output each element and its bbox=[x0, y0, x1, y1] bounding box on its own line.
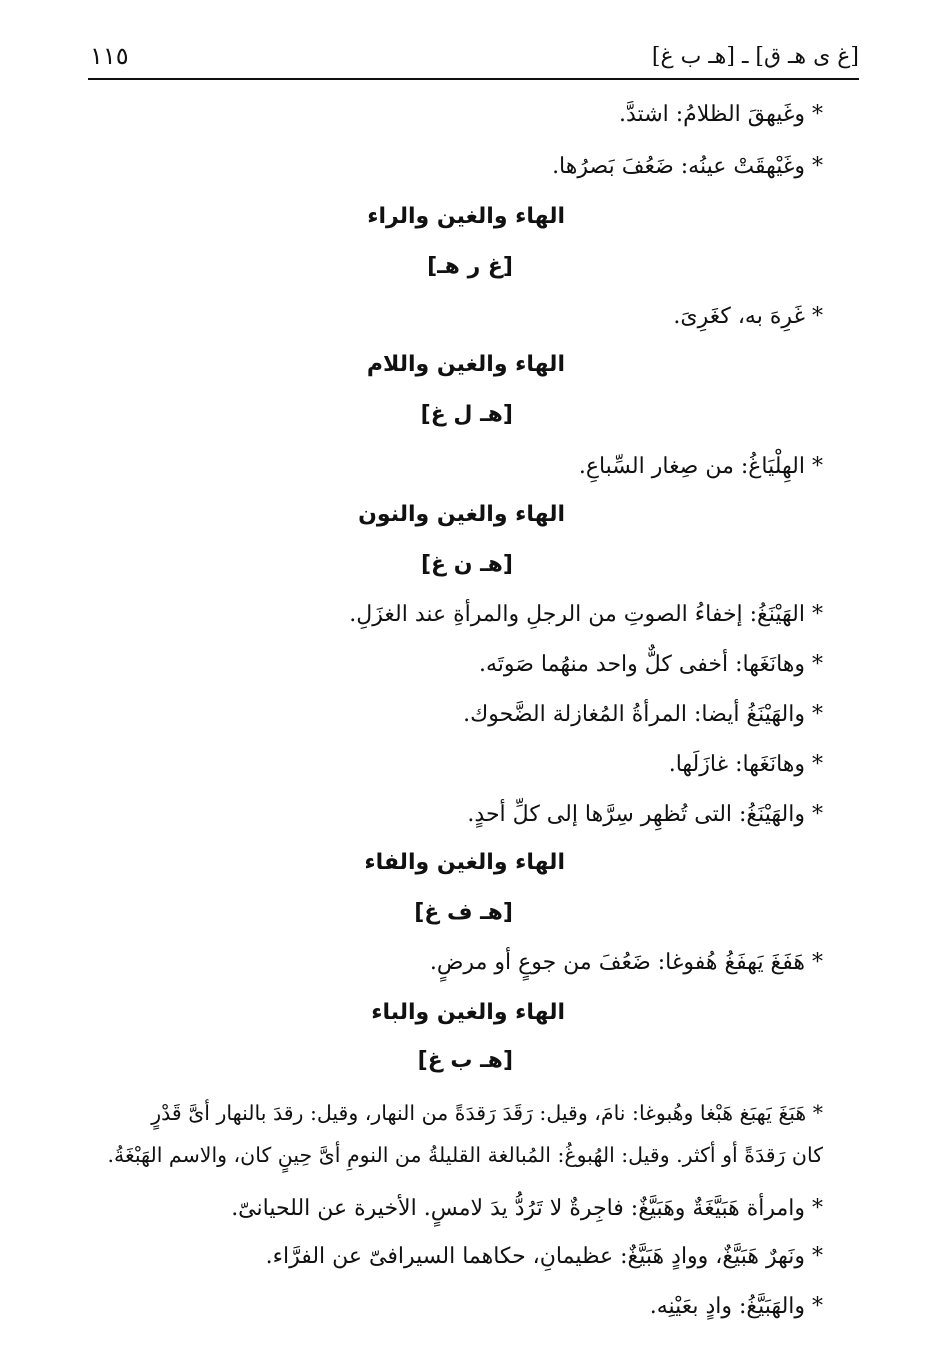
entry-line: * وغَيْهقَتْ عينُه: ضَعُفَ بَصرُها. bbox=[552, 154, 823, 179]
entry-line: * والهَبَيَّغُ: وادٍ بعَيْنِه. bbox=[649, 1294, 823, 1319]
root-heading: [هـ ب غ] bbox=[417, 1048, 513, 1073]
root-heading: [هـ ن غ] bbox=[420, 552, 513, 577]
section-heading: الهاء والغين والنون bbox=[358, 502, 565, 527]
entry-line: * الهِلْيَاغُ: من صِغار السِّباعِ. bbox=[578, 454, 823, 479]
entry-line: * ونَهرٌ هَبَيَّغٌ، ووادٍ هَبَيَّغٌ: عظيمانِ، حكاهما السيرافىّ عن الفرَّاء. bbox=[265, 1244, 823, 1269]
section-heading: الهاء والغين والراء bbox=[367, 204, 565, 229]
entry-line: كان رَقدَةً أو أكثر. وقيل: الهُبوغُ: المُبالغة القليلةُ من النومِ أىَّ حِينٍ كان، والاسم الهَبْغَةُ. bbox=[107, 1143, 823, 1167]
entry-line: * والهَيْنَغُ: التى تُظهِر سِرَّها إلى كلِّ أحدٍ. bbox=[467, 802, 823, 827]
entry-line: * غَرِهَ به، كغَرِىَ. bbox=[673, 304, 823, 329]
root-heading: [هـ ل غ] bbox=[420, 402, 513, 427]
page-header bbox=[88, 40, 859, 80]
root-heading: [غ ر هـ] bbox=[427, 254, 513, 279]
entry-line: * وغَيهقَ الظلامُ: اشتدَّ. bbox=[619, 102, 823, 127]
section-heading: الهاء والغين والفاء bbox=[364, 850, 565, 875]
page-number: ١١٥ bbox=[90, 42, 129, 70]
entry-line: * هَفَغَ يَهفَغُ هُفوغا: ضَعُفَ من جوعٍ أو مرضٍ. bbox=[429, 950, 823, 975]
running-title: [غ ى هـ ق] ـ [هـ ب غ] bbox=[651, 44, 859, 69]
entry-line: * هَبَغَ يَهبَغ هَبْغا وهُبوغا: نامَ، وقيل: رَقَدَ رَقدَةً من النهار، وقيل: رقدَ بالنهار أىَّ قَدْرٍ bbox=[151, 1101, 823, 1125]
entry-line: * والهَيْنَغُ أيضا: المرأةُ المُغازلة الضَّحوك. bbox=[463, 702, 823, 727]
section-heading: الهاء والغين واللام bbox=[366, 352, 565, 377]
entry-line: * وامرأة هَبَيَّغَةٌ وهَبَيَّغٌ: فاجِرةٌ لا تَرُدُّ يدَ لامسٍ. الأخيرة عن اللحيانىّ. bbox=[231, 1196, 823, 1221]
entry-line: * وهانَغَها: غازَلَها. bbox=[668, 752, 823, 777]
root-heading: [هـ ف غ] bbox=[414, 900, 513, 925]
entry-line: * الهَيْنَغُ: إخفاءُ الصوتِ من الرجلِ والمرأةِ عند الغزَلِ. bbox=[349, 602, 823, 627]
section-heading: الهاء والغين والباء bbox=[371, 1000, 565, 1025]
entry-line: * وهانَغَها: أخفى كلٌّ واحد منهُما صَوتَه. bbox=[478, 652, 823, 677]
